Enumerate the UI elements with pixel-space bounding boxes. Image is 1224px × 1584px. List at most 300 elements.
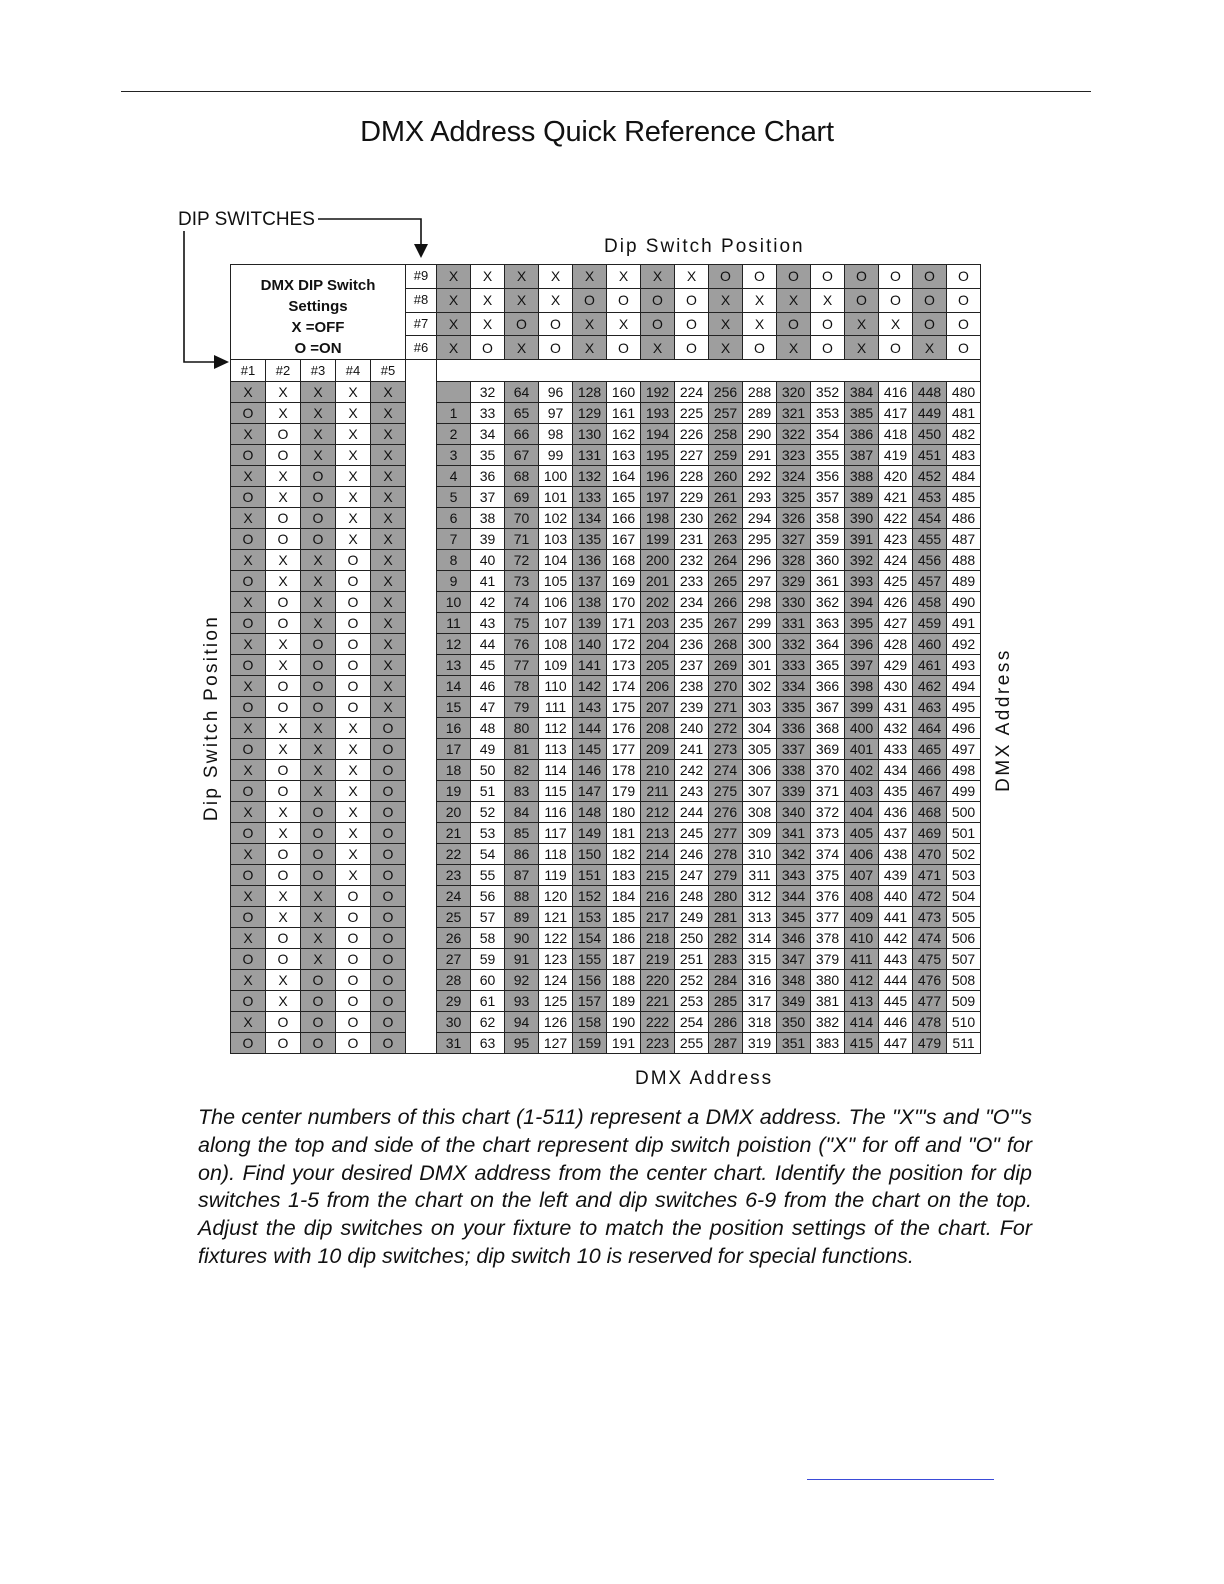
side-switch-cell: O xyxy=(336,1033,371,1054)
address-cell: 164 xyxy=(607,466,641,487)
address-cell: 140 xyxy=(573,634,607,655)
address-cell: 454 xyxy=(913,508,947,529)
spacer-row xyxy=(437,360,981,382)
side-switch-cell: X xyxy=(336,739,371,760)
address-cell: 194 xyxy=(641,424,675,445)
address-cell: 300 xyxy=(743,634,777,655)
spacer-cell xyxy=(406,360,437,382)
side-switch-cell: O xyxy=(371,1012,406,1033)
address-cell: 94 xyxy=(505,1012,539,1033)
side-switch-cell: O xyxy=(266,613,301,634)
side-switch-cell: O xyxy=(266,781,301,802)
address-cell: 202 xyxy=(641,592,675,613)
side-switch-cell: X xyxy=(336,382,371,403)
side-switch-cell: O xyxy=(371,928,406,949)
address-cell: 351 xyxy=(777,1033,811,1054)
address-cell: 231 xyxy=(675,529,709,550)
spacer-cell xyxy=(406,1012,437,1033)
spacer-cell xyxy=(406,802,437,823)
address-cell: 404 xyxy=(845,802,879,823)
address-cell: 452 xyxy=(913,466,947,487)
address-cell: 244 xyxy=(675,802,709,823)
address-cell: 182 xyxy=(607,844,641,865)
address-cell: 450 xyxy=(913,424,947,445)
table-row xyxy=(231,970,981,991)
side-switch-cell: X xyxy=(266,823,301,844)
side-switch-cell: X xyxy=(336,508,371,529)
side-switch-cell: O xyxy=(266,844,301,865)
side-switch-cell: X xyxy=(266,970,301,991)
side-switch-cell: O xyxy=(301,802,336,823)
address-cell: 252 xyxy=(675,970,709,991)
side-switch-cell: O xyxy=(231,991,266,1012)
top-switch-cell: X xyxy=(539,288,573,312)
address-cell: 18 xyxy=(437,760,471,781)
side-switch-cell: X xyxy=(371,403,406,424)
dmx-address-table xyxy=(230,264,981,1054)
address-cell: 162 xyxy=(607,424,641,445)
address-cell: 234 xyxy=(675,592,709,613)
side-switch-cell: O xyxy=(371,1033,406,1054)
address-cell: 76 xyxy=(505,634,539,655)
address-cell: 324 xyxy=(777,466,811,487)
top-switch-cell: X xyxy=(573,265,607,289)
address-cell: 299 xyxy=(743,613,777,634)
address-cell: 263 xyxy=(709,529,743,550)
address-cell: 175 xyxy=(607,697,641,718)
address-cell: 504 xyxy=(947,886,981,907)
axis-bottom-label: DMX Address xyxy=(635,1068,774,1089)
address-cell: 375 xyxy=(811,865,845,886)
top-switch-cell: O xyxy=(913,288,947,312)
top-switch-cell: X xyxy=(437,265,471,289)
address-cell: 205 xyxy=(641,655,675,676)
address-cell: 502 xyxy=(947,844,981,865)
address-cell: 339 xyxy=(777,781,811,802)
address-cell: 261 xyxy=(709,487,743,508)
address-cell: 462 xyxy=(913,676,947,697)
table-row xyxy=(231,802,981,823)
address-cell: 482 xyxy=(947,424,981,445)
address-cell: 365 xyxy=(811,655,845,676)
address-cell: 235 xyxy=(675,613,709,634)
spacer-cell xyxy=(406,676,437,697)
spacer-cell xyxy=(406,697,437,718)
side-switch-cell: X xyxy=(266,634,301,655)
address-cell: 411 xyxy=(845,949,879,970)
top-switch-cell: X xyxy=(777,336,811,360)
side-switch-cell: O xyxy=(231,571,266,592)
address-cell: 329 xyxy=(777,571,811,592)
address-cell: 415 xyxy=(845,1033,879,1054)
address-cell: 291 xyxy=(743,445,777,466)
address-cell: 409 xyxy=(845,907,879,928)
spacer-cell xyxy=(406,655,437,676)
table-row xyxy=(231,844,981,865)
top-switch-cell: O xyxy=(913,312,947,336)
address-cell: 116 xyxy=(539,802,573,823)
address-cell: 241 xyxy=(675,739,709,760)
address-cell: 464 xyxy=(913,718,947,739)
address-cell: 438 xyxy=(879,844,913,865)
address-cell: 315 xyxy=(743,949,777,970)
address-cell: 437 xyxy=(879,823,913,844)
address-cell: 81 xyxy=(505,739,539,760)
top-switch-cell: X xyxy=(879,312,913,336)
address-cell: 150 xyxy=(573,844,607,865)
address-cell: 24 xyxy=(437,886,471,907)
spacer-cell xyxy=(406,991,437,1012)
address-cell: 92 xyxy=(505,970,539,991)
side-switch-cell: O xyxy=(336,571,371,592)
address-cell: 215 xyxy=(641,865,675,886)
address-cell: 503 xyxy=(947,865,981,886)
top-switch-cell: X xyxy=(913,336,947,360)
address-cell: 354 xyxy=(811,424,845,445)
address-cell: 446 xyxy=(879,1012,913,1033)
address-cell: 458 xyxy=(913,592,947,613)
address-cell: 127 xyxy=(539,1033,573,1054)
page-title: DMX Address Quick Reference Chart xyxy=(360,116,834,148)
address-cell: 216 xyxy=(641,886,675,907)
address-cell: 422 xyxy=(879,508,913,529)
address-cell: 206 xyxy=(641,676,675,697)
address-cell: 276 xyxy=(709,802,743,823)
address-cell: 243 xyxy=(675,781,709,802)
address-cell: 123 xyxy=(539,949,573,970)
address-cell: 226 xyxy=(675,424,709,445)
spacer-cell xyxy=(406,382,437,403)
address-cell: 449 xyxy=(913,403,947,424)
address-cell: 17 xyxy=(437,739,471,760)
side-switch-cell: X xyxy=(266,487,301,508)
address-cell: 109 xyxy=(539,655,573,676)
address-cell: 185 xyxy=(607,907,641,928)
side-switch-cell: O xyxy=(336,592,371,613)
address-cell: 448 xyxy=(913,382,947,403)
address-cell: 125 xyxy=(539,991,573,1012)
side-switch-cell: O xyxy=(231,529,266,550)
spacer-cell xyxy=(406,466,437,487)
address-cell: 10 xyxy=(437,592,471,613)
side-switch-cell: X xyxy=(336,445,371,466)
address-cell: 432 xyxy=(879,718,913,739)
address-cell: 390 xyxy=(845,508,879,529)
address-cell: 72 xyxy=(505,550,539,571)
side-switch-cell: O xyxy=(371,823,406,844)
side-switch-cell: X xyxy=(266,886,301,907)
top-switch-cell: O xyxy=(743,336,777,360)
spacer-cell xyxy=(406,907,437,928)
address-cell: 248 xyxy=(675,886,709,907)
address-cell: 225 xyxy=(675,403,709,424)
address-cell: 478 xyxy=(913,1012,947,1033)
side-switch-cell: X xyxy=(301,613,336,634)
address-cell: 484 xyxy=(947,466,981,487)
address-cell: 183 xyxy=(607,865,641,886)
address-cell: 229 xyxy=(675,487,709,508)
legend-on: O =ON xyxy=(294,340,342,357)
address-cell: 447 xyxy=(879,1033,913,1054)
address-cell: 406 xyxy=(845,844,879,865)
address-cell: 465 xyxy=(913,739,947,760)
address-cell: 285 xyxy=(709,991,743,1012)
address-cell: 500 xyxy=(947,802,981,823)
address-cell: 349 xyxy=(777,991,811,1012)
address-cell: 56 xyxy=(471,886,505,907)
address-cell: 239 xyxy=(675,697,709,718)
address-cell: 253 xyxy=(675,991,709,1012)
address-cell: 490 xyxy=(947,592,981,613)
top-switch-cell: X xyxy=(709,336,743,360)
address-cell: 193 xyxy=(641,403,675,424)
spacer-cell xyxy=(406,949,437,970)
top-switch-cell: X xyxy=(437,312,471,336)
side-switch-header: #5 xyxy=(371,360,406,382)
side-switch-cell: X xyxy=(301,424,336,445)
address-cell: 42 xyxy=(471,592,505,613)
address-cell: 99 xyxy=(539,445,573,466)
address-cell: 67 xyxy=(505,445,539,466)
address-cell: 71 xyxy=(505,529,539,550)
address-cell: 118 xyxy=(539,844,573,865)
address-cell: 509 xyxy=(947,991,981,1012)
address-cell: 136 xyxy=(573,550,607,571)
arrow-down-head xyxy=(414,244,428,258)
spacer-cell xyxy=(406,970,437,991)
spacer-cell xyxy=(406,571,437,592)
address-cell: 340 xyxy=(777,802,811,823)
side-switch-cell: O xyxy=(336,991,371,1012)
table-row xyxy=(231,634,981,655)
side-switch-cell: O xyxy=(371,844,406,865)
top-switch-label: #7 xyxy=(406,312,437,336)
address-cell: 192 xyxy=(641,382,675,403)
spacer-cell xyxy=(406,844,437,865)
top-switch-cell: O xyxy=(675,288,709,312)
address-cell: 331 xyxy=(777,613,811,634)
address-cell: 155 xyxy=(573,949,607,970)
address-cell: 41 xyxy=(471,571,505,592)
top-switch-cell: O xyxy=(607,288,641,312)
address-cell: 240 xyxy=(675,718,709,739)
side-switch-cell: O xyxy=(231,865,266,886)
address-cell: 145 xyxy=(573,739,607,760)
address-cell: 371 xyxy=(811,781,845,802)
address-cell: 290 xyxy=(743,424,777,445)
side-switch-cell: O xyxy=(301,1012,336,1033)
address-cell: 506 xyxy=(947,928,981,949)
address-cell: 35 xyxy=(471,445,505,466)
address-cell: 274 xyxy=(709,760,743,781)
address-cell: 498 xyxy=(947,760,981,781)
address-cell: 392 xyxy=(845,550,879,571)
address-cell: 5 xyxy=(437,487,471,508)
side-switch-cell: O xyxy=(301,634,336,655)
address-cell: 237 xyxy=(675,655,709,676)
address-cell: 181 xyxy=(607,823,641,844)
spacer-cell xyxy=(406,865,437,886)
side-switch-cell: O xyxy=(371,886,406,907)
address-cell: 138 xyxy=(573,592,607,613)
top-switch-cell: X xyxy=(573,336,607,360)
address-cell: 439 xyxy=(879,865,913,886)
side-switch-cell: O xyxy=(336,886,371,907)
address-cell: 133 xyxy=(573,487,607,508)
top-switch-cell: X xyxy=(471,312,505,336)
spacer-cell xyxy=(406,928,437,949)
top-switch-cell: X xyxy=(709,312,743,336)
top-switch-row xyxy=(231,265,981,289)
address-cell: 23 xyxy=(437,865,471,886)
address-cell: 63 xyxy=(471,1033,505,1054)
address-cell: 44 xyxy=(471,634,505,655)
address-cell: 273 xyxy=(709,739,743,760)
address-cell: 455 xyxy=(913,529,947,550)
spacer-cell xyxy=(406,1033,437,1054)
address-cell: 461 xyxy=(913,655,947,676)
address-cell: 352 xyxy=(811,382,845,403)
address-cell: 493 xyxy=(947,655,981,676)
address-cell: 313 xyxy=(743,907,777,928)
spacer-cell xyxy=(406,739,437,760)
top-switch-cell: O xyxy=(879,288,913,312)
address-cell: 364 xyxy=(811,634,845,655)
address-cell: 101 xyxy=(539,487,573,508)
address-cell: 511 xyxy=(947,1033,981,1054)
address-cell: 14 xyxy=(437,676,471,697)
side-switch-cell: X xyxy=(336,529,371,550)
address-cell: 301 xyxy=(743,655,777,676)
top-switch-cell: O xyxy=(539,336,573,360)
table-row xyxy=(231,991,981,1012)
top-switch-cell: O xyxy=(641,312,675,336)
table-row xyxy=(231,886,981,907)
address-cell: 397 xyxy=(845,655,879,676)
top-switch-cell: O xyxy=(879,265,913,289)
address-cell: 320 xyxy=(777,382,811,403)
top-switch-cell: X xyxy=(743,312,777,336)
address-cell: 424 xyxy=(879,550,913,571)
side-switch-cell: X xyxy=(266,718,301,739)
address-cell: 31 xyxy=(437,1033,471,1054)
side-switch-cell: O xyxy=(231,697,266,718)
side-switch-cell: O xyxy=(336,970,371,991)
side-switch-cell: X xyxy=(301,382,336,403)
side-switch-cell: O xyxy=(231,949,266,970)
address-cell: 186 xyxy=(607,928,641,949)
address-cell: 296 xyxy=(743,550,777,571)
address-cell: 152 xyxy=(573,886,607,907)
address-cell: 309 xyxy=(743,823,777,844)
address-cell: 198 xyxy=(641,508,675,529)
side-switch-header: #1 xyxy=(231,360,266,382)
side-switch-cell: O xyxy=(371,865,406,886)
top-switch-cell: X xyxy=(845,312,879,336)
spacer-cell xyxy=(406,613,437,634)
legend-off: X =OFF xyxy=(291,319,345,336)
address-cell: 19 xyxy=(437,781,471,802)
address-cell: 40 xyxy=(471,550,505,571)
address-cell: 501 xyxy=(947,823,981,844)
side-switch-cell: O xyxy=(371,949,406,970)
address-cell: 45 xyxy=(471,655,505,676)
address-cell: 335 xyxy=(777,697,811,718)
address-cell: 250 xyxy=(675,928,709,949)
top-switch-cell: X xyxy=(709,288,743,312)
spacer-cell xyxy=(406,886,437,907)
address-cell: 486 xyxy=(947,508,981,529)
address-cell: 497 xyxy=(947,739,981,760)
address-cell: 336 xyxy=(777,718,811,739)
address-cell: 367 xyxy=(811,697,845,718)
address-cell: 414 xyxy=(845,1012,879,1033)
address-cell: 204 xyxy=(641,634,675,655)
address-cell: 60 xyxy=(471,970,505,991)
address-cell: 197 xyxy=(641,487,675,508)
side-switch-cell: O xyxy=(266,676,301,697)
address-cell: 305 xyxy=(743,739,777,760)
side-switch-cell: O xyxy=(231,655,266,676)
side-switch-cell: O xyxy=(336,928,371,949)
side-switch-cell: X xyxy=(266,550,301,571)
address-cell: 3 xyxy=(437,445,471,466)
address-cell: 65 xyxy=(505,403,539,424)
side-switch-cell: O xyxy=(301,991,336,1012)
address-cell: 358 xyxy=(811,508,845,529)
side-switch-cell: X xyxy=(231,760,266,781)
side-switch-cell: X xyxy=(301,550,336,571)
address-cell: 379 xyxy=(811,949,845,970)
side-switch-cell: X xyxy=(231,466,266,487)
address-cell: 334 xyxy=(777,676,811,697)
address-cell: 275 xyxy=(709,781,743,802)
footer-link-underline[interactable] xyxy=(807,1479,994,1480)
top-rule xyxy=(121,91,1091,92)
top-switch-cell: X xyxy=(641,336,675,360)
address-cell: 328 xyxy=(777,550,811,571)
address-cell: 200 xyxy=(641,550,675,571)
address-cell: 146 xyxy=(573,760,607,781)
address-cell: 429 xyxy=(879,655,913,676)
address-cell: 434 xyxy=(879,760,913,781)
address-cell: 327 xyxy=(777,529,811,550)
address-cell: 297 xyxy=(743,571,777,592)
address-cell: 12 xyxy=(437,634,471,655)
top-switch-cell: O xyxy=(845,265,879,289)
address-cell: 93 xyxy=(505,991,539,1012)
address-cell: 495 xyxy=(947,697,981,718)
table-row xyxy=(231,928,981,949)
address-cell: 321 xyxy=(777,403,811,424)
side-switch-cell: O xyxy=(266,760,301,781)
address-cell: 113 xyxy=(539,739,573,760)
address-cell: 385 xyxy=(845,403,879,424)
address-cell: 214 xyxy=(641,844,675,865)
address-cell: 106 xyxy=(539,592,573,613)
address-cell: 221 xyxy=(641,991,675,1012)
address-cell: 293 xyxy=(743,487,777,508)
top-switch-cell: O xyxy=(709,265,743,289)
address-cell: 195 xyxy=(641,445,675,466)
address-cell: 355 xyxy=(811,445,845,466)
address-cell: 442 xyxy=(879,928,913,949)
side-switch-cell: X xyxy=(336,760,371,781)
top-switch-cell: O xyxy=(675,336,709,360)
address-cell: 227 xyxy=(675,445,709,466)
address-cell: 236 xyxy=(675,634,709,655)
address-cell: 303 xyxy=(743,697,777,718)
